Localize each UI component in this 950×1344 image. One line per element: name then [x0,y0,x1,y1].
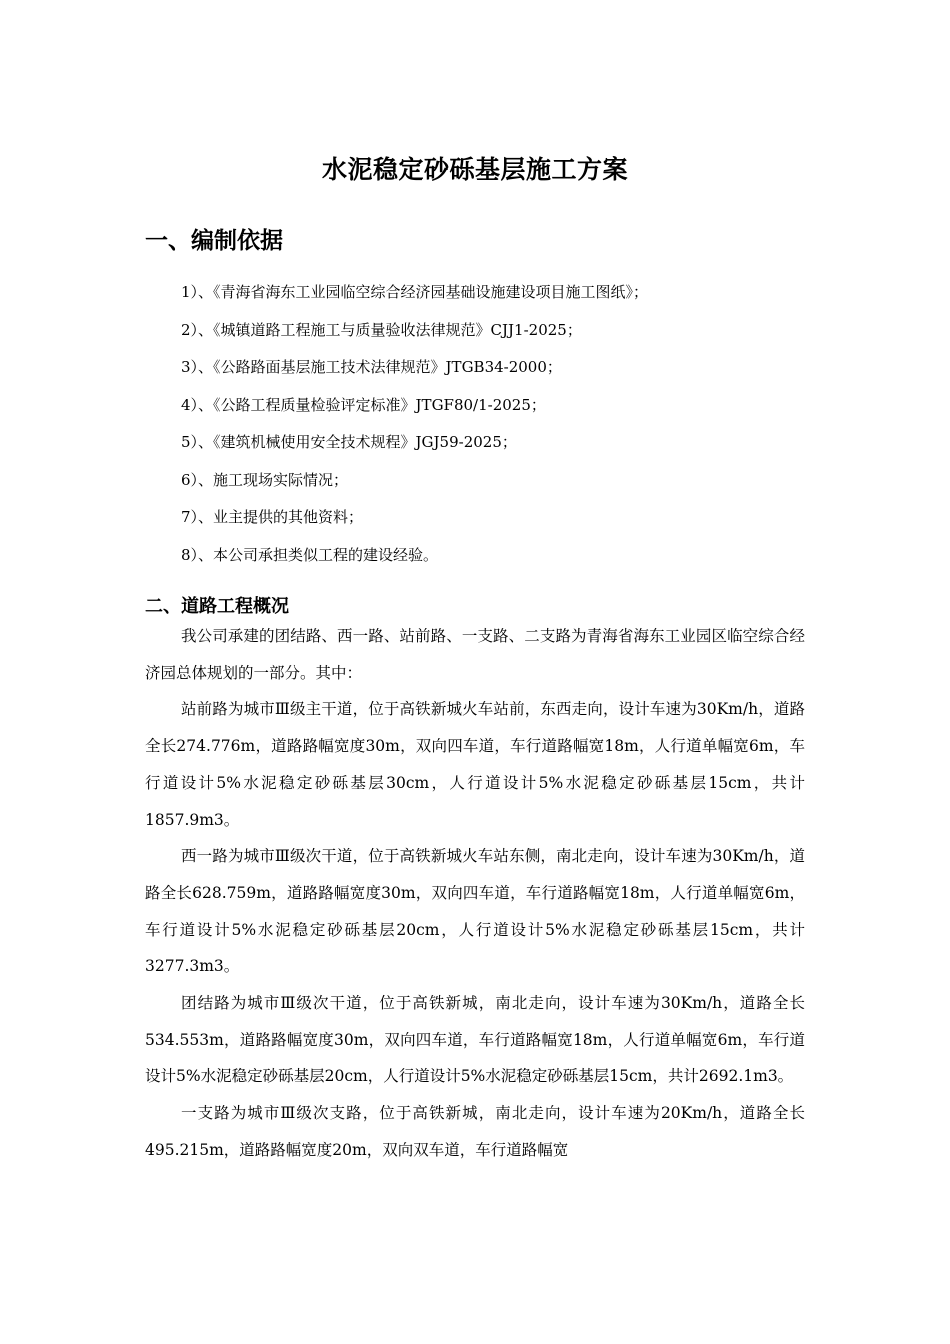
list-item: 1）、《青海省海东工业园临空综合经济园基础设施建设项目施工图纸》； [181,283,649,301]
list-item: 7）、业主提供的其他资料； [181,508,364,526]
list-item: 3）、《公路路面基层施工技术法律规范》JTGB34-2000； [181,358,562,376]
section-heading-basis: 一、编制依据 [145,228,283,254]
list-item: 5）、《建筑机械使用安全技术规程》JGJ59-2025； [181,433,517,451]
basis-reference-list [181,280,821,580]
overview-paragraph: 站前路为城市Ⅲ级主干道，位于高铁新城火车站前，东西走向，设计车速为30Km/h，道路全长274.776m，道路路幅宽度30m，双向四车道，车行道路幅宽18m，人行道单幅宽6m，车行道设计5%水泥稳定砂砾基层30cm，人行道设计5%水泥稳定砂砾基层15cm，共计1857.9m3。 [145,700,805,829]
document-title: 水泥稳定砂砾基层施工方案 [321,155,628,184]
overview-paragraph: 团结路为城市Ⅲ级次干道，位于高铁新城，南北走向，设计车速为30Km/h，道路全长534.553m，道路路幅宽度30m，双向四车道，车行道路幅宽18m，人行道单幅宽6m，车行道设计5%水泥稳定砂砾基层20cm，人行道设计5%水泥稳定砂砾基层15cm，共计2692.1m3。 [145,994,805,1086]
list-item: 8）、本公司承担类似工程的建设经验。 [181,545,439,564]
section-heading-overview: 二、道路工程概况 [145,596,289,617]
overview-paragraph: 西一路为城市Ⅲ级次干道，位于高铁新城火车站东侧，南北走向，设计车速为30Km/h，道路全长628.759m，道路路幅宽度30m，双向四车道，车行道路幅宽18m，人行道单幅宽6m，车行道设计5%水泥稳定砂砾基层20cm，人行道设计5%水泥稳定砂砾基层15cm，共计3277.3m3。 [145,847,805,976]
list-item: 6）、施工现场实际情况； [181,470,349,489]
list-item: 4）、《公路工程质量检验评定标准》JTGF80/1-2025； [181,395,546,414]
list-item: 2）、《城镇道路工程施工与质量验收法律规范》CJJ1-2025； [181,320,582,339]
overview-paragraph: 我公司承建的团结路、西一路、站前路、一支路、二支路为青海省海东工业园区临空综合经济园总体规划的一部分。其中： [145,627,805,682]
overview-body [145,618,805,1169]
overview-paragraph: 一支路为城市Ⅲ级次支路，位于高铁新城，南北走向，设计车速为20Km/h，道路全长495.215m，道路路幅宽度20m，双向双车道，车行道路幅宽 [145,1104,805,1159]
